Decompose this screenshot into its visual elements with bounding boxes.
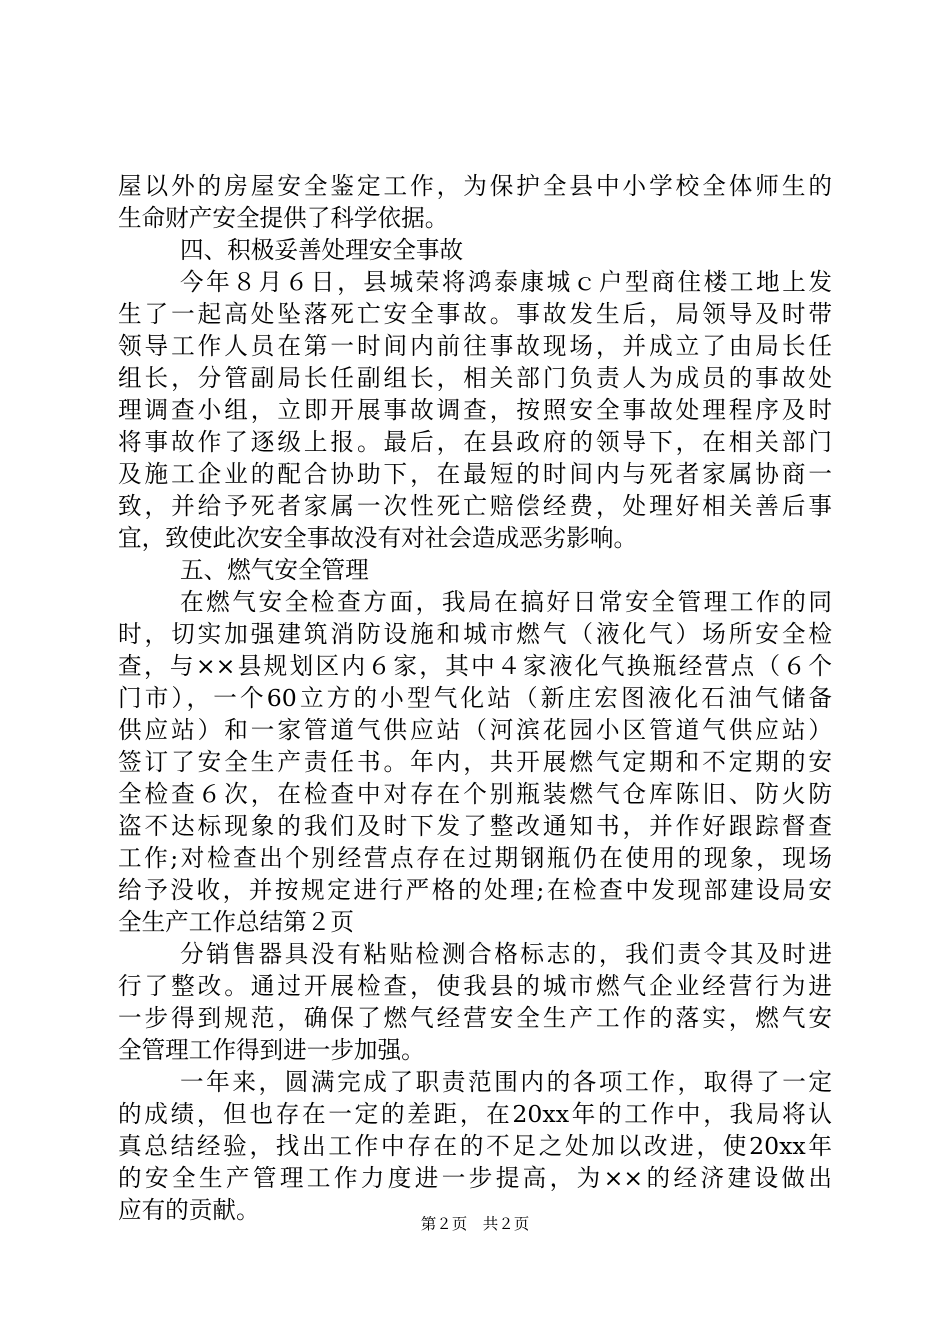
text-line: 组长，分管副局长任副组长，相关部门负责人为成员的事故处: [118, 364, 832, 392]
text-line: 致，并给予死者家属一次性死亡赔偿经费，处理好相关善后事: [118, 492, 832, 520]
text-line: 生命财产安全提供了科学依据。: [118, 204, 449, 232]
text-line: 全检查６次，在检查中对存在个别瓶装燃气仓库陈旧、防火防: [118, 780, 832, 808]
text-line: 门市），一个60立方的小型气化站（新庄宏图液化石油气储备: [118, 684, 832, 712]
text-line: 供应站）和一家管道气供应站（河滨花园小区管道气供应站）: [118, 716, 832, 744]
text-line: 一步得到规范，确保了燃气经营安全生产工作的落实，燃气安: [118, 1004, 832, 1032]
text-line: 生了一起高处坠落死亡安全事故。事故发生后，局领导及时带: [118, 300, 832, 328]
text-line: 应有的贡献。: [118, 1196, 260, 1224]
text-line: 及施工企业的配合协助下，在最短的时间内与死者家属协商一: [118, 460, 832, 488]
text-line: 签订了安全生产责任书。年内，共开展燃气定期和不定期的安: [118, 748, 832, 776]
text-line: 行了整改。通过开展检查，使我县的城市燃气企业经营行为进: [118, 972, 832, 1000]
text-line: 将事故作了逐级上报。最后，在县政府的领导下，在相关部门: [118, 428, 832, 456]
document-body: [118, 170, 832, 1226]
text-line: 分销售器具没有粘贴检测合格标志的，我们责令其及时进: [180, 940, 832, 968]
text-line: 一年来，圆满完成了职责范围内的各项工作，取得了一定: [180, 1068, 832, 1096]
text-line: 的安全生产管理工作力度进一步提高，为××的经济建设做出: [118, 1164, 832, 1192]
text-line: 四、积极妥善处理安全事故: [180, 236, 464, 264]
text-line: 宜，致使此次安全事故没有对社会造成恶劣影响。: [118, 524, 638, 552]
text-line: 今年８月６日，县城荣将鸿泰康城ｃ户型商住楼工地上发: [180, 268, 832, 296]
text-line: 全生产工作总结第２页: [118, 908, 354, 936]
text-line: 全管理工作得到进一步加强。: [118, 1036, 425, 1064]
text-line: 五、燃气安全管理: [180, 556, 369, 584]
text-line: 给予没收，并按规定进行严格的处理;在检查中发现部建设局安: [118, 876, 832, 904]
text-line: 查，与××县规划区内６家，其中４家液化气换瓶经营点（６个: [118, 652, 832, 680]
text-line: 工作;对检查出个别经营点存在过期钢瓶仍在使用的现象，现场: [118, 844, 832, 872]
text-line: 真总结经验，找出工作中存在的不足之处加以改进，使20xx年: [118, 1132, 832, 1160]
page-footer: 第２页 共２页: [420, 1215, 530, 1233]
text-line: 盗不达标现象的我们及时下发了整改通知书，并作好跟踪督查: [118, 812, 832, 840]
text-line: 在燃气安全检查方面，我局在搞好日常安全管理工作的同: [180, 588, 832, 616]
text-line: 领导工作人员在第一时间内前往事故现场，并成立了由局长任: [118, 332, 832, 360]
text-line: 时，切实加强建筑消防设施和城市燃气（液化气）场所安全检: [118, 620, 832, 648]
text-line: 屋以外的房屋安全鉴定工作，为保护全县中小学校全体师生的: [118, 172, 832, 200]
text-line: 理调查小组，立即开展事故调查，按照安全事故处理程序及时: [118, 396, 832, 424]
text-line: 的成绩，但也存在一定的差距，在20xx年的工作中，我局将认: [118, 1100, 832, 1128]
